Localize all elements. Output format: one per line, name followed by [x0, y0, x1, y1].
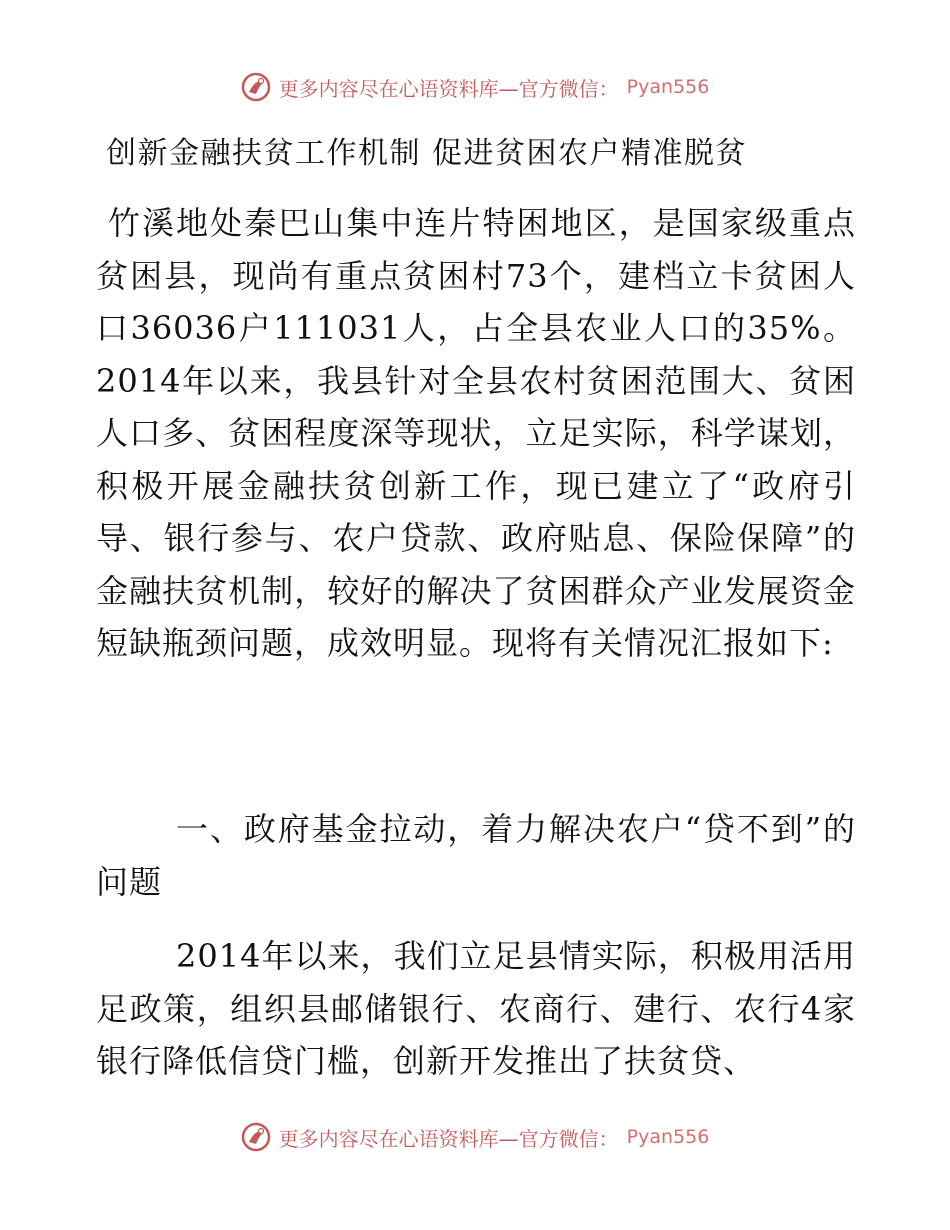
logo-icon [241, 72, 271, 102]
section-heading: 一、政府基金拉动，着力解决农户“贷不到”的问题 [96, 810, 856, 901]
watermark-footer [0, 1122, 950, 1152]
watermark-header [0, 72, 950, 102]
watermark-text: 更多内容尽在心语资料库—官方微信： [278, 76, 619, 101]
watermark-text: 更多内容尽在心语资料库—官方微信： [278, 1126, 619, 1151]
watermark-wechat-id: Pyan556 [626, 76, 710, 98]
watermark-wechat-id: Pyan556 [626, 1126, 710, 1148]
section-body-paragraph: 2014年以来，我们立足县情实际，积极用活用足政策，组织县邮储银行、农商行、建行、农行4家银行降低信贷门槛，创新开发推出了扶贫贷、 [96, 937, 856, 1080]
document-title: 创新金融扶贫工作机制 促进贫困农户精准脱贫 [106, 136, 748, 171]
intro-paragraph: 竹溪地处秦巴山集中连片特困地区，是国家级重点贫困县，现尚有重点贫困村73个，建档立卡贫困人口36036户111031人，占全县农业人口的35%。2014年以来，我县针对全县农村贫困范围大、贫困人口多、贫困程度深等现状，立足实际，科学谋划，积极开展金融扶贫创新工作，现已建立了“政府引导、银行参与、农户贷款、政府贴息、保险保障”的金融扶贫机制，较好的解决了贫困群众产业发展资金短缺瓶颈问题，成效明显。现将有关情况汇报如下: [96, 204, 856, 662]
logo-icon [241, 1122, 271, 1152]
